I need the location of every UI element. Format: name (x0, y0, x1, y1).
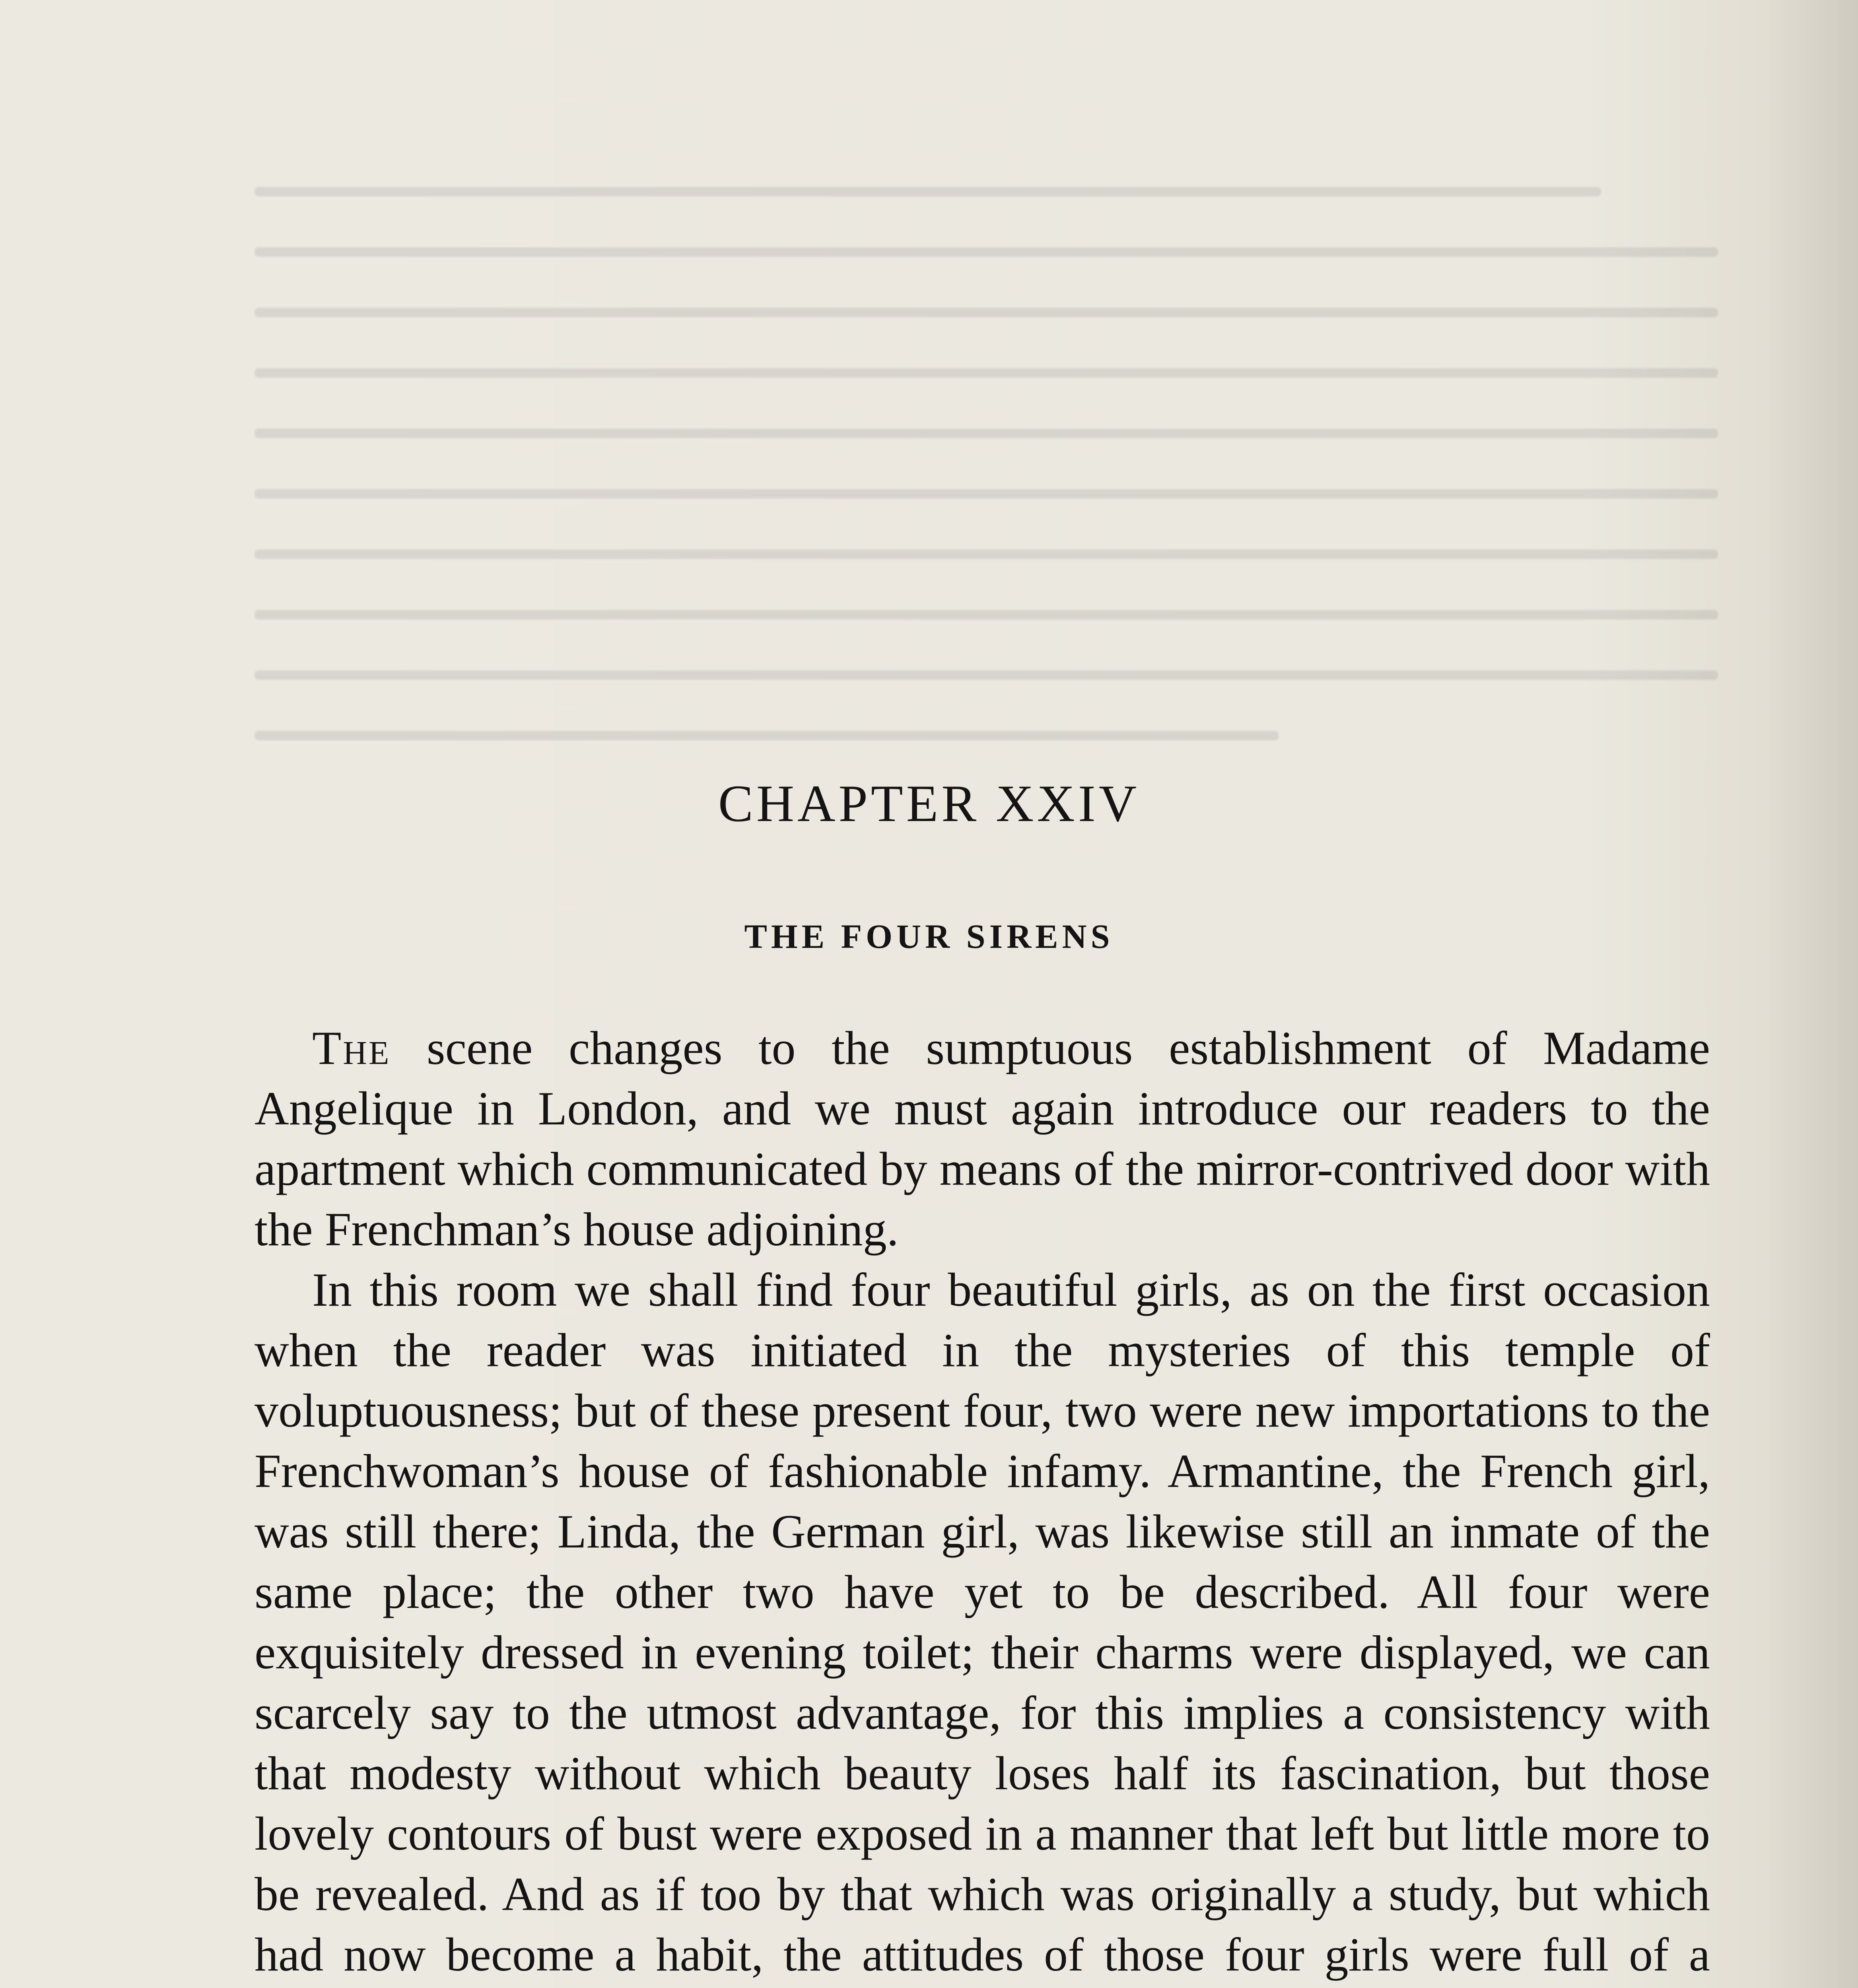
paragraph-text: scene changes to the sumptuous establishment of Madame Angelique in London, and we must again introduce our readers to the apartment which communicated by means of the mirror-contrived door with the Frenchman’s house adjoining. (255, 1021, 1710, 1256)
body-text (255, 1018, 1710, 1988)
chapter-subtitle: THE FOUR SIRENS (744, 917, 1114, 955)
paragraph-2: In this room we shall find four beautiful girls, as on the first occasion when the reader was initiated in the mysteries of this temple of voluptuousness; but of these present four, two were new importations to the Frenchwoman’s house of fashionable infamy. Armantine, the French girl, was still there; Linda, the German girl, was likewise still an inmate of the same place; the other two have yet to be described. All four were exquisitely dressed in evening toilet; their charms were displayed, we can scarcely say to the utmost advantage, for this implies a consistency with that modesty without which beauty loses half its fascination, but those lovely contours of bust were exposed in a manner that left but little more to be revealed. And as if too by that which was originally a study, but which had now become a habit, the attitudes of those four girls were full of a (255, 1263, 1710, 1981)
paragraph-lead-word: The (312, 1021, 391, 1074)
chapter-title: CHAPTER XXIV (718, 774, 1140, 833)
paragraph-1 (255, 1018, 1710, 1260)
